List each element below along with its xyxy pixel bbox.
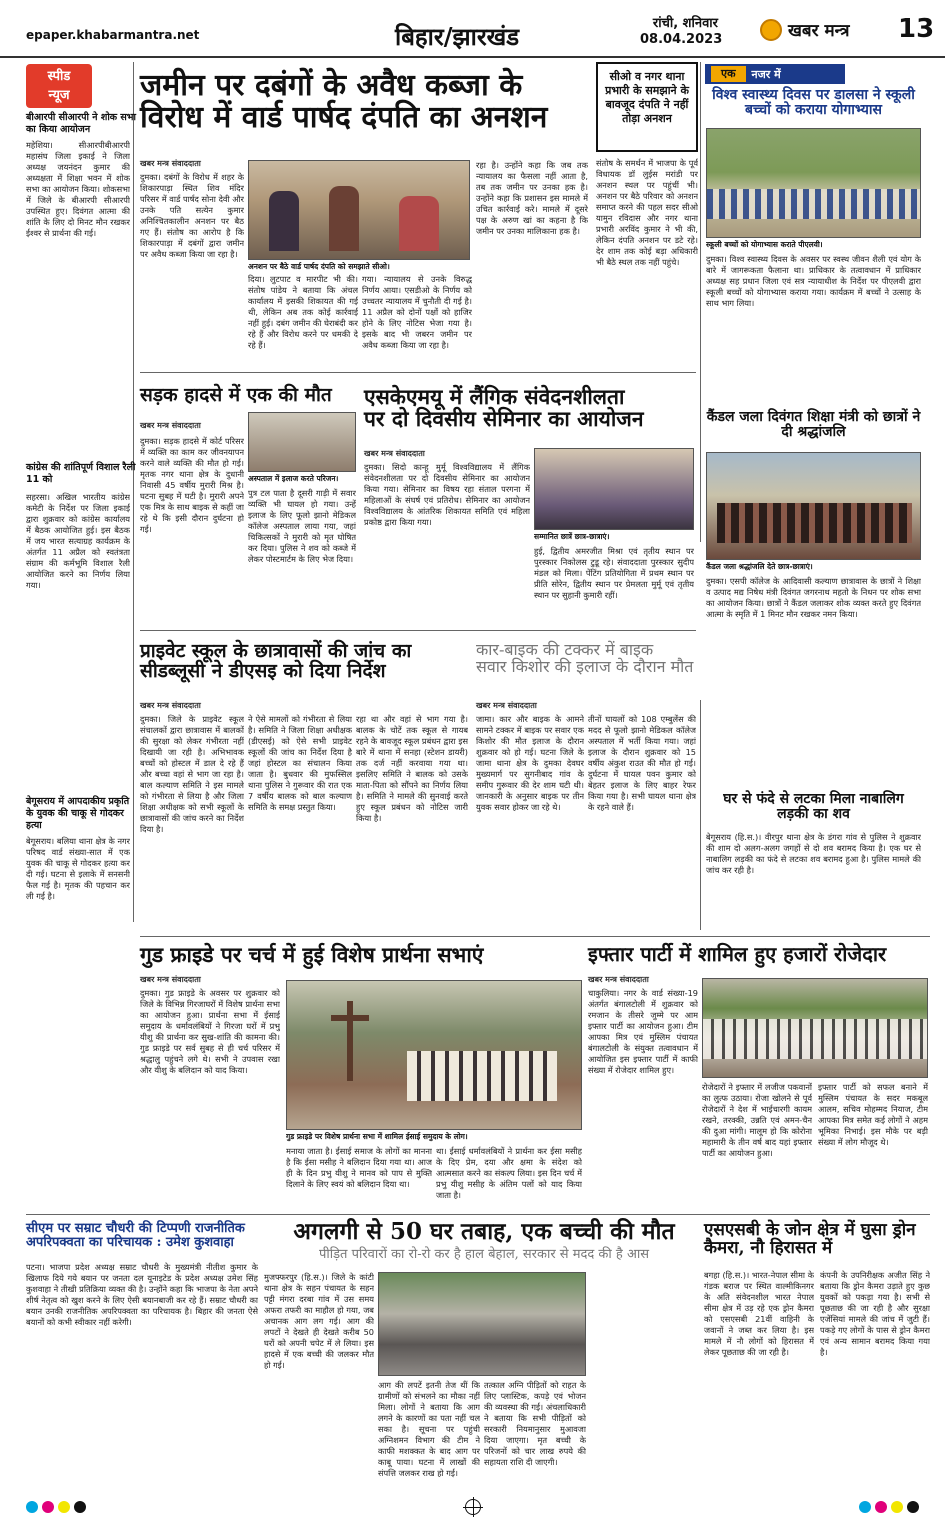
brand-name: खबर मन्त्र <box>788 21 850 41</box>
school-headline-line2: सीडब्लूसी ने डीएसइ को दिया निर्देश <box>140 659 386 682</box>
ssb-headline: एसएसबी के जोन क्षेत्र में घुसा ड्रोन कैमरा, नौ हिरासत में <box>704 1220 916 1258</box>
goodfriday-photo <box>286 980 582 1130</box>
yoga-headline: विश्व स्वास्थ्य दिवस पर डालसा ने स्कूली बच्चों को कराया योगाभ्यास <box>712 87 915 118</box>
yellow-dot-icon <box>58 1501 70 1513</box>
school-headline <box>140 642 470 682</box>
site-url[interactable]: epaper.khabarmantra.net <box>26 28 200 42</box>
goodfriday-byline: खबर मन्त्र संवाददाता <box>140 975 201 984</box>
section-rule <box>140 630 696 631</box>
lead-headline-line1: जमीन पर दबंगों के अवैध कब्जा के <box>140 68 523 103</box>
section-rule <box>140 936 930 937</box>
samrat-text: पटना। भाजपा प्रदेश अध्यक्ष सम्राट चौधरी के मुख्यमंत्री नीतीश कुमार के खिलाफ दिये गये बयान पर जनता दल यूनाइटेड के प्रदेश अध्यक्ष उमेश सिंह कुशवाहा ने तीखी प्रतिक्रिया व्यक्त की है। उन्होंने कहा कि भाजपा के नेता अपने शीर्ष नेतृत्व को खुश करने के लिए ऐसी बयानबाजी कर रहे हैं। सम्राट चौधरी का बयान उनकी राजनीतिक अपरिपक्वता का परिचायक है। बिहार की जनता ऐसे बयानों को कभी स्वीकार नहीं करेगी। <box>26 1262 258 1327</box>
speed-item-text: सहरसा। अखिल भारतीय कांग्रेस कमेटी के निर्देश पर जिला इकाई द्वारा शुक्रवार को कांग्रेस कार्यालय में बैठक आयोजित हुई। इस बैठक में जय भारत सत्याग्रह कार्यक्रम के अंतर्गत 11 अप्रैल को स्वतंत्रता संग्राम की कर्मभूमि विशाल रैली आयोजित करने का निर्णय लिया गया। <box>26 492 130 590</box>
goodfriday-headline: गुड फ्राइडे पर चर्च में हुई विशेष प्रार्थना सभाएं <box>140 942 484 967</box>
car-byline: खबर मन्त्र संवाददाता <box>476 701 537 710</box>
road-text: पुत्र टल पाता है दूसरी गाड़ी में सवार व्यक्ति भी घायल हो गया। उन्हें इलाज के लिए फूलो झानो मेडिकल कॉलेज अस्पताल लाया गया, जहां चिकित्सकों ने मुरारी को मृत घोषित कर दिया। पुलिस ने शव को कब्जे में लेकर पोस्टमार्टम के लिए भेज दिया। <box>248 488 356 564</box>
goodfriday-text: था। ईसाई धर्मावलंबियों ने प्रार्थना कर ईसा मसीह के दिए प्रेम, दया और क्षमा के संदेश को आत्मसात करने का संकल्प लिया। इस दिन चर्च में प्रभु यीशु मसीह के अंतिम पलों को याद किया जाता है। <box>436 1146 582 1200</box>
school-text: रहा था और वहां से भाग गया है। बालक के चोटें तक स्कूल से गायब रहने के बावजूद स्कूल प्रबंधन द्वारा इस बारे में थाना में सनहा (स्टेशन डायरी) तक दर्ज नहीं करवाया गया था। इसलिए समिति ने बालक को उसके माता-पिता को सौंपने का निर्णय लिया है। समिति ने मामले की सुनवाई करते हुए स्कूल प्रबंधन को नोटिस जारी किया है। <box>356 714 468 823</box>
school-byline: खबर मन्त्र संवाददाता <box>140 701 201 710</box>
iftar-text: इफ्तार पार्टी को सफल बनाने में मुस्लिम पंचायत के सदर मकबूल आलम, सचिव मोहम्मद नियाज, टीम आपका मित्र समेत कई लोगों ने अहम भूमिका निभाई। इस मौके पर बड़ी संख्या में लोग मौजूद थे। <box>818 1082 928 1147</box>
column-rule <box>700 62 701 542</box>
candle-headline: कैंडल जला दिवंगत शिक्षा मंत्री को छात्रों ने दी श्रद्धांजलि <box>706 409 921 440</box>
speed-item-headline: बेगूसराय में आपदाकीय प्रकृति के युवक की चाकू से गोदकर हत्या <box>26 796 130 831</box>
lead-photo <box>248 160 470 260</box>
car-headline <box>476 642 696 676</box>
seminar-photo-caption: सम्मानित छात्रें छात्र-छात्राएं। <box>534 532 610 541</box>
date: 08.04.2023 <box>640 32 723 47</box>
goodfriday-text: मनाया जाता है। ईसाई समाज के लोगों का मानना है कि ईसा मसीह ने बलिदान दिया गया था। आज ही के दिन प्रभु यीशु ने मानव को पाप से मुक्ति दिलाने के लिए स्वयं को बलिदान दिया था। <box>286 1146 432 1189</box>
lead-text: दुमका। दबंगों के विरोध में शहर के शिकारपाड़ा स्थित शिव मंदिर परिसर में वार्ड पार्षद सोना देवी और उनके पति सत्येन कुमार अनिश्चितकालीन अनशन पर बैठ गए हैं। संतोष का आरोप है कि शिकारपाड़ा में दबंगों द्वारा जमीन पर अवैध कब्जा किया जा रहा है। <box>140 172 244 259</box>
car-text: जामा। कार और बाइक के आमने सामने टक्कर में बाइक पर सवार एक किशोर की मौत इलाज के दौरान शुक्रवार को हो गई। घटना जिले के जामा थाना क्षेत्र के दुमका देवघर मुख्यमार्ग पर सुगनीबाद गांव के समीप गुरूवार की देर शाम घटी थी। जानकारी के अनुसार बाइक पर तीन युवक सवार होकर जा रहे थे। <box>476 714 584 812</box>
iftar-photo <box>702 978 928 1078</box>
place-day: रांची, शनिवार <box>652 16 718 31</box>
column-rule <box>133 62 134 922</box>
print-footer <box>0 1496 945 1517</box>
badge-nazar: नजर में <box>751 67 781 81</box>
school-text: ने ऐसे मामलों को गंभीरता से लिया है। समिति ने जिला शिक्षा अधीक्षक (डीएसई) को ऐसे सभी प्राइवेट स्कूलों की जांच का निर्देश दिया है जहां होस्टल का संचालन किया जाता है। बुधवार की मुफस्सिल थाना पुलिस ने गुरूवार की रात एक 7 वर्षीय बालक को बाल कल्याण समिति के समक्ष प्रस्तुत किया। <box>248 714 352 812</box>
yoga-photo <box>706 128 921 238</box>
side-box-text: संतोष के समर्थन में भाजपा के पूर्व विधायक डॉ लुईस मरांडी पर अनशन स्थल पर पहुंचीं भी। अनशन पर बैठे परिवार को अनशन समाप्त करने की पहल सदर सीओ यामुन रविदास और नगर थाना प्रभारी अरविंद कुमार ने भी की, लेकिन दंपति अनशन पर डटे रहे। देर शाम तक कोई बड़ा अधिकारी भी बैठे स्थल तक नहीं पहुंचे। <box>596 158 698 267</box>
road-text: दुमका। सड़क हादसे में कोर्ट परिसर में व्यक्ति का काम कर जीवनयापन करने वाले व्यक्ति की मौत हो गई। मृतक नगर थाना क्षेत्र के दुधानी निवासी 45 वर्षीय मुरारी मिश्र है। घटना सुबह में घटी है। मुरारी अपने एक मित्र के साथ बाइक से कहीं जा रहे थे कि इसी दौरान दुर्घटना हो गई। <box>140 436 244 534</box>
speed-item-text: महेशिया। सीआरपीबीआरपी महासंघ जिला इकाई ने जिला अध्यक्ष जयनंदन कुमार की अध्यक्षता में शिक्षा भवन में शोक सभा का आयोजन किया। शोकसभा में जिले के बीआरपी सीआरपी उपस्थित हुए। दिवंगत आत्मा की शांति के लिए दो मिनट मौन रखकर ईश्वर से प्रार्थना की गई। <box>26 140 130 238</box>
goodfriday-photo-caption: गुड फ्राइडे पर विशेष प्रार्थना सभा में शामिल ईसाई समुदाय के लोग। <box>286 1132 468 1141</box>
color-registration-right <box>859 1501 919 1513</box>
iftar-headline: इफ्तार पार्टी में शामिल हुए हजारों रोजेदार <box>588 942 887 966</box>
car-text: तीनों घायलों को 108 एम्बुलेंस की मदद से फूलो झानो मेडिकल कॉलेज अस्पताल में भर्ती किया गया। जहां इलाज के दौरान शुक्रवार को 15 वर्षीय अंकुश राउत की मौत हो गई। दुर्घटना में घायल पवन कुमार को बेहतर इलाज के लिए बाहर रेफर किया गया है। सभी घायल थाना क्षेत्र के रहने वाले हैं। <box>588 714 696 812</box>
black-dot-icon <box>74 1501 86 1513</box>
candle-text: दुमका। एसपी कॉलेज के आदिवासी कल्याण छात्रावास के छात्रों ने शिक्षा व उत्पाद मद्य निषेध मंत्री दिवंगत जगरनाथ महतो के निधन पर शोक सभा का आयोजन किया। छात्रों ने कैंडल जलाकर शोक व्यक्त करते हुए दिवंगत आत्मा के स्मृति में 1 मिनट मौन रखकर नमन किया। <box>706 576 921 619</box>
fire-text: मुजफ्फरपुर (हि.स.)। जिले के कांटी थाना क्षेत्र के सहन पंचायत के सहन पट्टी मंगरा दरबा गांव में उस समय अफरा तफरी का माहौल हो गया, जब अचानक आग लग गई। आग की लपटों ने देखते ही देखते करीब 50 घरों को अपनी चपेट में ले लिया। इस हादसे में एक बच्ची की जलकर मौत हो गई। <box>264 1272 374 1370</box>
seminar-headline <box>364 386 694 430</box>
school-text: दुमका। जिले के प्राइवेट स्कूल संचालकों द्वारा छात्रावास में बालकों की सुरक्षा को लेकर गंभीरता नहीं दिखायी जा रही है। अभिभावक बच्चों को होस्टल में डाल दे रहे हैं और बच्चा वहां से भाग जा रहा है। बाल कल्याण समिति ने इस मामले को गंभीरता से लिया है और जिला शिक्षा अधीक्षक को सभी स्कूलों के छात्रावासों की जांच करने का निर्देश दिया है। <box>140 714 244 834</box>
registration-mark-icon <box>465 1499 481 1515</box>
magenta-dot-icon <box>42 1501 54 1513</box>
speed-badge-line1: स्पीड <box>47 69 71 84</box>
section-rule <box>140 372 696 373</box>
lead-text: रहा है। उन्होंने कहा कि जब तक न्यायालय का फैसला नहीं आता है, तब तक जमीन पर उनका हक है। उन्होंने कहा कि प्रशासन इस मामले में उचित कार्रवाई करे। मामले में दूसरे पक्ष के अरुण खां का कहना है कि जमीन पर उनका मालिकाना हक है। <box>476 160 588 236</box>
badge-ek: एक <box>711 66 746 82</box>
iftar-byline: खबर मन्त्र संवाददाता <box>588 975 649 984</box>
section-rule <box>26 1214 930 1215</box>
iftar-text: रोजेदारों ने इफ्तार में लजीज पकवानों का लुत्फ उठाया। रोजा खोलने से पूर्व रोजेदारों ने देश में भाईचारगी कायम रखने, तरक्की, उन्नति एवं अमन-चैन की दुआ मांगी। मालूम हो कि कोरोना महामारी के तीन वर्ष बाद यहां इफ्तार पार्टी का आयोजन हुआ। <box>702 1082 812 1158</box>
seminar-byline: खबर मन्त्र संवाददाता <box>364 449 425 458</box>
road-byline: खबर मन्त्र संवाददाता <box>140 421 201 430</box>
color-registration-left <box>26 1501 86 1513</box>
candle-photo-caption: कैंडल जला श्रद्धांजलि देते छात्र-छात्राएं। <box>706 562 813 571</box>
cyan-dot-icon <box>26 1501 38 1513</box>
seminar-text: दुमका। सिदो कान्हू मुर्मू विश्वविद्यालय में लैंगिक संवेदनशीलता पर दो दिवसीय सेमिनार का आयोजन किया गया। सेमिनार का विषय रहा संताल परगना में महिलाओं के संघर्ष एवं प्रतिरोध। सेमिनार का आयोजन विश्वविद्यालय के आंतरिक शिकायत समिति एवं महिला प्रकोष्ठ द्वारा किया गया। <box>364 462 530 527</box>
fire-headline: अगलगी से 50 घर तबाह, एक बच्ची की मौत <box>293 1218 675 1245</box>
fire-text: आग की लपटें इतनी तेज थीं कि ग्रामीणों को संभलने का मौका नहीं मिला। लोगों ने बताया कि आग लगने के कारणों का पता नहीं चल सका है। सूचना पर पहुंची अग्निशमन विभाग की टीम ने काफी मशक्कत के बाद आग पर काबू पाया। घटना में लाखों की संपत्ति जलकर राख हो गई। <box>378 1380 480 1478</box>
seminar-headline-line2: पर दो दिवसीय सेमिनार का आयोजन <box>364 406 644 432</box>
lead-photo-caption: अनशन पर बैठे वार्ड पार्षद दंपति को समझाते सीओ। <box>248 262 390 271</box>
road-photo-caption: अस्पताल में इलाज करते परिजन। <box>248 474 339 483</box>
candle-photo <box>706 452 921 560</box>
column-rule <box>700 700 701 930</box>
seminar-text: हुई, द्वितीय अमरजीत मिश्रा एवं तृतीय स्थान पर पुरस्कार निकोलस टुडू रहे। संवाददाता पुरस्कार सुदीप मंडल को मिला। पेंटिंग प्रतियोगिता में प्रथम स्थान पर प्रीति सोरेन, द्वितीय स्थान पर प्रेमलता मुर्मू एवं तृतीय स्थान पर सुहानी कुमारी रहीं। <box>534 546 694 600</box>
fire-photo <box>378 1272 586 1376</box>
magenta-dot-icon <box>875 1501 887 1513</box>
speed-item-headline: कांग्रेस की शांतिपूर्ण विशाल रैली 11 को <box>26 462 136 485</box>
speed-news-badge <box>26 64 92 108</box>
cyan-dot-icon <box>859 1501 871 1513</box>
section-title: बिहार/झारखंड <box>395 22 520 51</box>
girl-headline: घर से फंदे से लटका मिला नाबालिग लड़की का शव <box>723 791 904 822</box>
ssb-text: कंपनी के उपनिरीक्षक अजीत सिंह ने बताया कि ड्रोन कैमरा उड़ाते हुए कुछ युवकों को पकड़ा गया है। सभी से पूछताछ की जा रही है और सुरक्षा एजेंसियां मामले की जांच में जुटी हैं। पकड़े गए लोगों के पास से ड्रोन कैमरा एवं अन्य सामान बरामद किया गया है। <box>820 1270 930 1357</box>
yoga-text: दुमका। विश्व स्वास्थ्य दिवस के अवसर पर स्वस्थ जीवन शैली एवं योग के बारे में जागरूकता फैलाना था। प्राधिकार के तत्वावधान में प्राधिकार अध्यक्ष सह प्रधान जिला एवं सत्र न्यायाधीश के निर्देश पर पीएलवी द्वारा स्कूली बच्चों को योगाभ्यास कराया गया। कार्यक्रम में बच्चों ने उत्साह के साथ भाग लिया। <box>706 254 921 308</box>
school-headline-line1: प्राइवेट स्कूल के छात्रावासों की जांच का <box>140 640 412 662</box>
car-headline-line2: सवार किशोर की इलाज के दौरान मौत <box>476 656 694 676</box>
speed-item-text: बेगूसराय। बलिया थाना क्षेत्र के नगर परिषद वार्ड संख्या-सात में एक युवक की चाकू से गोदकर हत्या कर दी गई। घटना से इलाके में सनसनी फैल गई है। मृतक की पहचान कर ली गई है। <box>26 836 130 901</box>
page-header <box>0 0 945 58</box>
girl-text: बेगूसराय (हि.स.)। वीरपुर थाना क्षेत्र के डंगरा गांव से पुलिस ने शुक्रवार की शाम दो अलग-अलग जगहों से दो शव बरामद किया है। एक घर से नाबालिग लड़की का फंदे से लटका शव बरामद हुआ है। पुलिस मामले की जांच कर रही है। <box>706 832 921 875</box>
dateline <box>640 16 723 48</box>
black-dot-icon <box>907 1501 919 1513</box>
road-headline: सड़क हादसे में एक की मौत <box>140 384 332 406</box>
car-headline-line1: कार-बाइक की टक्कर में बाइक <box>476 640 654 659</box>
fire-subhead: पीड़ित परिवारों का रो-रो कर है हाल बेहाल, सरकार से मदद की है आस <box>318 1247 650 1262</box>
lead-text: गया। न्यायालय से उनके विरुद्ध निर्णय आया। एसडीओ के निर्णय को उच्चतर न्यायालय में चुनौती दी गई है। 11 अप्रैल को दोनों पक्षों को हाजिर होने के लिए नोटिस भेजा गया है। इसके बाद भी जबरन जमीन पर अवैध कब्जा किया जा रहा है। <box>362 274 472 350</box>
lead-headline <box>140 70 590 133</box>
samrat-headline: सीएम पर सम्राट चौधरी की टिप्पणी राजनीतिक अपरिपक्वता का परिचायक : उमेश कुशवाहा <box>26 1221 245 1250</box>
brand <box>760 18 850 41</box>
road-photo <box>248 412 356 472</box>
ssb-text: बगहा (हि.स.)। भारत-नेपाल सीमा के गंडक बराज पर स्थित वाल्मीकिनगर के अति संवेदनशील भारत नेपाल सीमा क्षेत्र में उड़ रहे एक ड्रोन कैमरा को एसएसबी 21वीं वाहिनी के जवानों ने जब्त कर लिया है। इस मामले में नौ लोगों को हिरासत में लेकर पूछताछ की जा रही है। <box>704 1270 814 1357</box>
fire-text: तत्काल अग्नि पीड़ितों को राहत के लिए प्लास्टिक, कपड़े एवं भोजन की व्यवस्था की गई। अंचलाधिकारी ने बताया कि सभी पीड़ितों को सरकारी नियमानुसार मुआवजा दिया जाएगा। मृत बच्ची के परिजनों को चार लाख रुपये की सहायता राशि दी जाएगी। <box>484 1380 586 1467</box>
iftar-text: चाकुलिया। नगर के वार्ड संख्या-19 अंतर्गत बंगालटोली में शुक्रवार को रमजान के तीसरे जुम्मे पर आम इफ्तार पार्टी का आयोजन हुआ। टीम आपका मित्र एवं मुस्लिम पंचायत बंगालटोली के संयुक्त तत्वावधान में आयोजित इस इफ्तार पार्टी में काफी संख्या में रोजेदार शामिल हुए। <box>588 988 698 1075</box>
yoga-photo-caption: स्कूली बच्चों को योगाभ्यास कराते पीएलवी। <box>706 240 823 249</box>
ek-nazar-badge <box>705 64 845 84</box>
speed-badge-line2: न्यूज <box>48 88 70 103</box>
lead-byline: खबर मन्त्र संवाददाता <box>140 159 201 168</box>
page-number: 13 <box>898 14 935 44</box>
lead-text: दिया। लुटपाट व मारपीट भी की। संतोष पांडेय ने बताया कि अंचल कार्यालय में इसकी शिकायत की गई थी, लेकिन अब तक कोई कार्रवाई नहीं हुई। दबंग जमीन की घेराबंदी कर रहे हैं और विरोध करने पर धमकी दे रहे हैं। <box>248 274 358 350</box>
seminar-headline-line1: एसकेएमयू में लैंगिक संवेदनशीलता <box>364 384 625 409</box>
lead-headline-line2: विरोध में वार्ड पार्षद दंपति का अनशन <box>140 99 548 135</box>
goodfriday-text: दुमका। गुड फ्राइडे के अवसर पर शुक्रवार को जिले के विभिन्न गिरजाघरों में विशेष प्रार्थना सभा का आयोजन हुआ। प्रार्थना सभा में ईसाई समुदाय के धर्मावलंबियों ने गिरजा घरों में प्रभु यीशु की प्रार्थना कर सुख-शांति की कामना की। गुड फ्राइडे पर सर्व सुबह से ही चर्च परिसर में श्रद्धालु पहुंचने लगे थे। सभी ने उपवास रखा और यीशु के बलिदान को याद किया। <box>140 988 280 1075</box>
yellow-dot-icon <box>891 1501 903 1513</box>
speed-item-headline: बीआरपी सीआरपी ने शोक सभा का किया आयोजन <box>26 112 136 135</box>
seminar-photo <box>534 448 694 530</box>
side-box-headline: सीओ व नगर थाना प्रभारी के समझाने के बावजूद दंपति ने नहीं तोड़ा अनशन <box>596 62 698 152</box>
brand-logo-icon <box>760 19 782 41</box>
